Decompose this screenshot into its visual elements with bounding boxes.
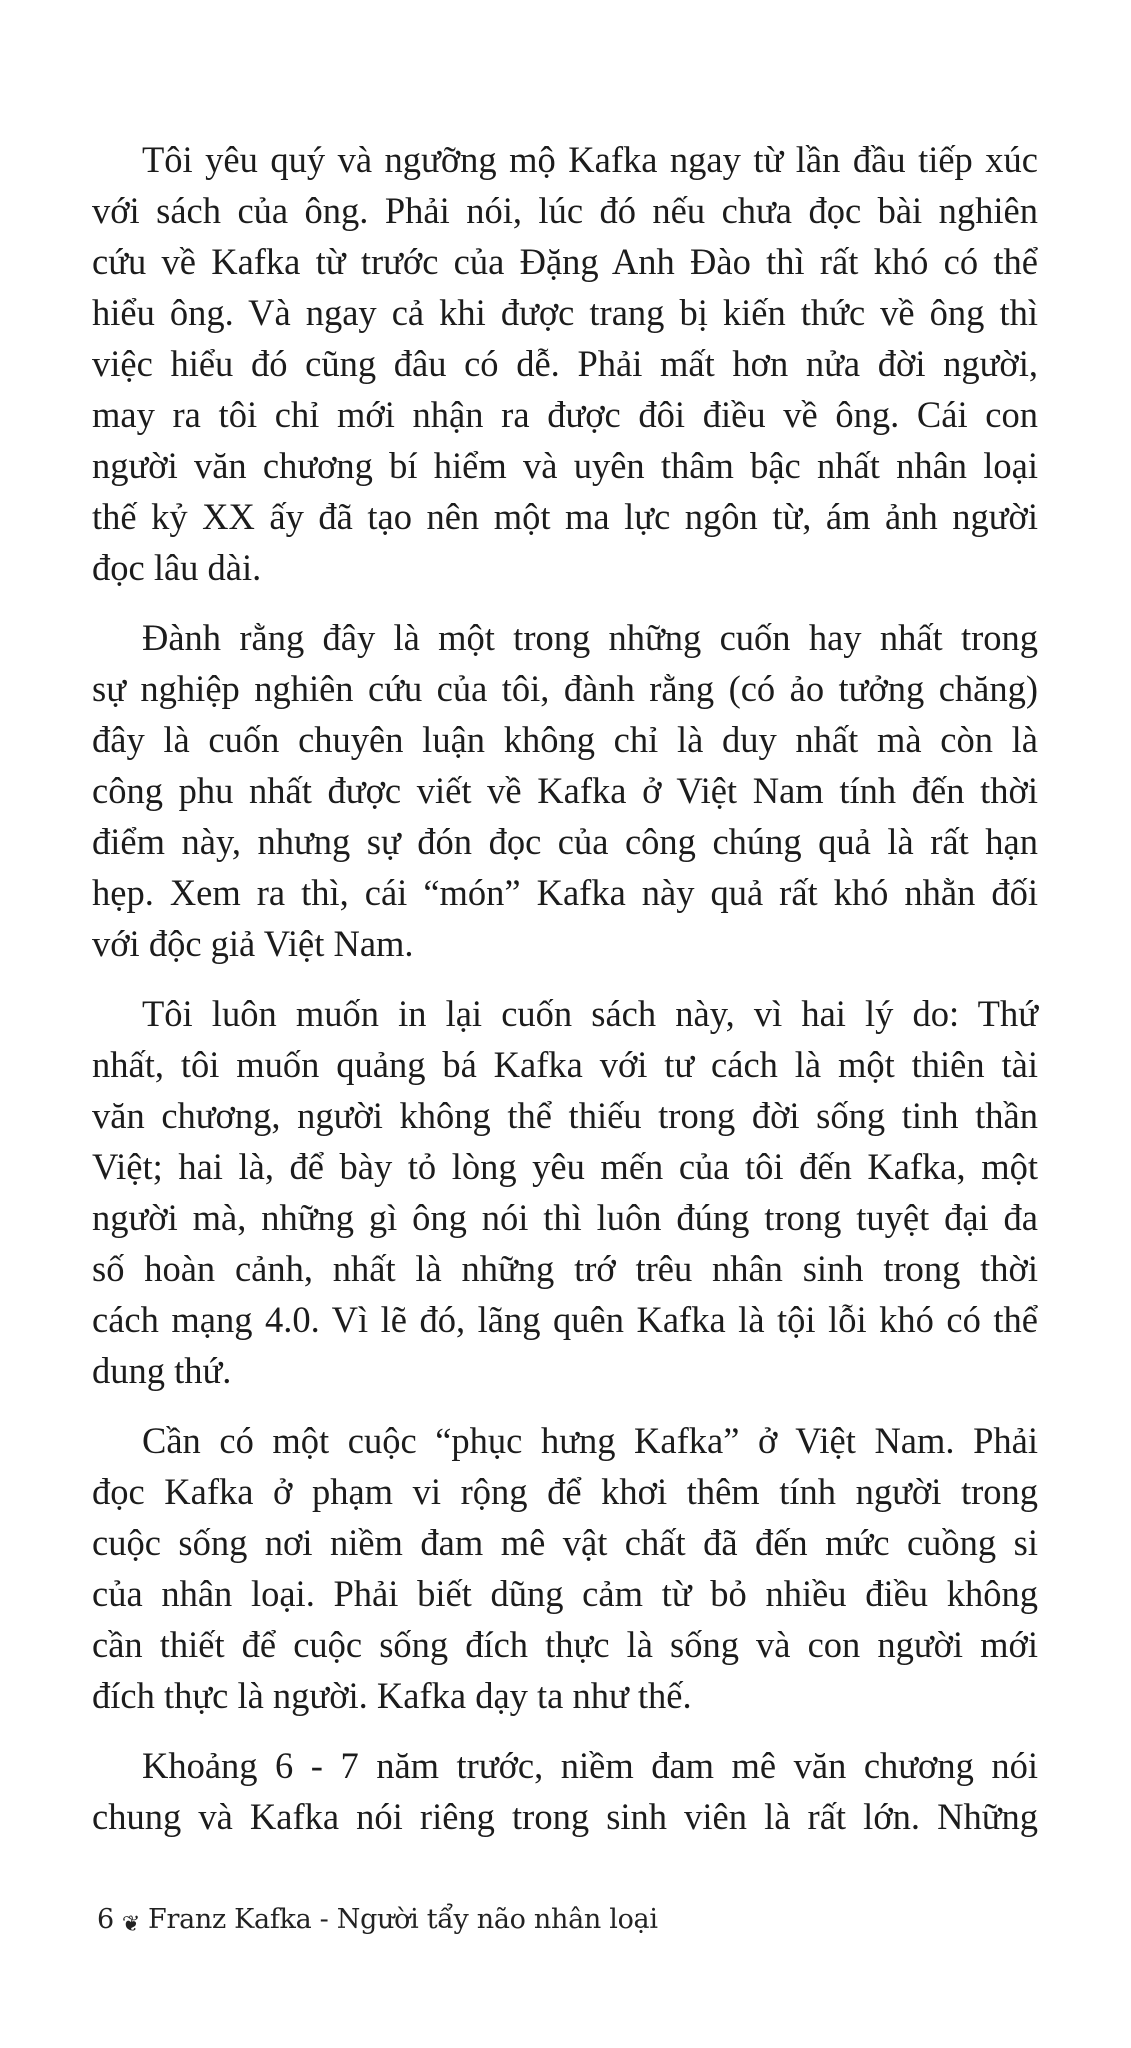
text-line: đây là cuốn chuyên luận không chỉ là duy nhất mà còn là (92, 719, 1038, 760)
text-line: việc hiểu đó cũng đâu có dễ. Phải mất hơn nửa đời người, (92, 343, 1038, 384)
text-line: nhất, tôi muốn quảng bá Kafka với tư cách là một thiên tài (92, 1044, 1038, 1085)
running-title: Franz Kafka - Người tẩy não nhân loại (148, 1904, 658, 1935)
paragraph-2 (92, 612, 1038, 969)
text-line: Việt; hai là, để bày tỏ lòng yêu mến của tôi đến Kafka, một (92, 1146, 1038, 1187)
text-line: văn chương, người không thể thiếu trong đời sống tinh thần (92, 1095, 1038, 1136)
text-line: Cần có một cuộc “phục hưng Kafka” ở Việt Nam. Phải (142, 1420, 1038, 1461)
paragraph-5 (92, 1740, 1038, 1842)
text-line: hẹp. Xem ra thì, cái “món” Kafka này quả rất khó nhằn đối (92, 872, 1038, 913)
text-line: điểm này, nhưng sự đón đọc của công chúng quả là rất hạn (92, 821, 1038, 862)
text-line: với sách của ông. Phải nói, lúc đó nếu chưa đọc bài nghiên (92, 190, 1038, 231)
text-line: công phu nhất được viết về Kafka ở Việt Nam tính đến thời (92, 770, 1038, 811)
text-line: của nhân loại. Phải biết dũng cảm từ bỏ nhiều điều không (92, 1573, 1038, 1614)
text-line: Tôi luôn muốn in lại cuốn sách này, vì hai lý do: Thứ (142, 993, 1038, 1034)
paragraph-4 (92, 1415, 1038, 1721)
text-line: người văn chương bí hiểm và uyên thâm bậc nhất nhân loại (92, 445, 1038, 486)
page-body (92, 134, 1038, 1861)
text-line: thế kỷ XX ấy đã tạo nên một ma lực ngôn từ, ám ảnh người (92, 496, 1038, 537)
text-line: cứu về Kafka từ trước của Đặng Anh Đào thì rất khó có thể (92, 241, 1038, 282)
text-line: Khoảng 6 - 7 năm trước, niềm đam mê văn chương nói (142, 1745, 1038, 1786)
paragraph-1 (92, 134, 1038, 593)
text-line: số hoàn cảnh, nhất là những trớ trêu nhân sinh trong thời (92, 1248, 1038, 1289)
text-line: cuộc sống nơi niềm đam mê vật chất đã đến mức cuồng si (92, 1522, 1038, 1563)
text-line: hiểu ông. Và ngay cả khi được trang bị kiến thức về ông thì (92, 292, 1038, 333)
text-line: đọc lâu dài. (92, 547, 262, 588)
text-line: với độc giả Việt Nam. (92, 923, 414, 964)
page-number: 6 (97, 1904, 114, 1935)
text-line: dung thứ. (92, 1350, 232, 1391)
text-line: cách mạng 4.0. Vì lẽ đó, lãng quên Kafka là tội lỗi khó có thể (92, 1299, 1038, 1340)
text-line: cần thiết để cuộc sống đích thực là sống và con người mới (92, 1624, 1038, 1665)
text-line: đích thực là người. Kafka dạy ta như thế. (92, 1675, 692, 1716)
text-line: Tôi yêu quý và ngưỡng mộ Kafka ngay từ lần đầu tiếp xúc (142, 139, 1038, 180)
text-line: Đành rằng đây là một trong những cuốn hay nhất trong (142, 617, 1038, 658)
text-line: may ra tôi chỉ mới nhận ra được đôi điều về ông. Cái con (92, 394, 1038, 435)
paragraph-3 (92, 988, 1038, 1396)
swash-ornament-icon: ❦ (121, 1912, 141, 1937)
text-line: sự nghiệp nghiên cứu của tôi, đành rằng (có ảo tưởng chăng) (92, 668, 1038, 709)
text-line: đọc Kafka ở phạm vi rộng để khơi thêm tính người trong (92, 1471, 1038, 1512)
text-line: chung và Kafka nói riêng trong sinh viên là rất lớn. Những (92, 1796, 1038, 1837)
text-line: người mà, những gì ông nói thì luôn đúng trong tuyệt đại đa (92, 1197, 1038, 1238)
page-footer (97, 1900, 658, 1942)
